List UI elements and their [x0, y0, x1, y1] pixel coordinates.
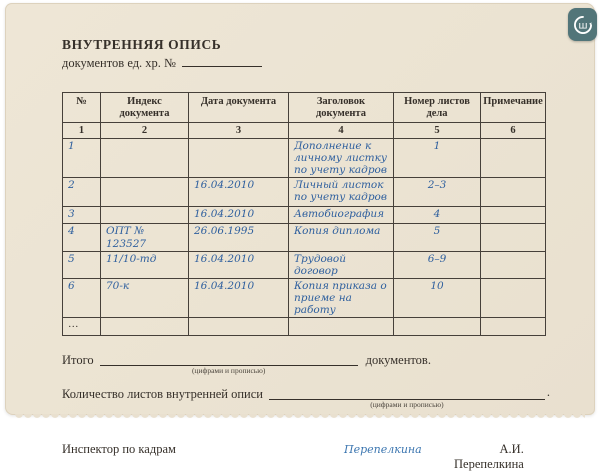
cell-note [481, 207, 546, 224]
col-header-note: Примечание [481, 93, 546, 123]
table-row [63, 252, 546, 279]
cell-index [101, 318, 189, 336]
cell-heading: Трудовой договор [289, 252, 394, 279]
column-number: 3 [189, 123, 289, 139]
table-row [63, 207, 546, 224]
cell-sheets [394, 318, 481, 336]
column-number: 4 [289, 123, 394, 139]
signer-name: А.И. Перепелкина [454, 442, 524, 471]
page-title: ВНУТРЕННЯЯ ОПИСЬ [62, 37, 222, 52]
col-header-date: Дата документа [189, 93, 289, 123]
cell-number: 6 [63, 279, 101, 318]
table-row-ellipsis [63, 318, 546, 336]
cell-note [481, 318, 546, 336]
count-period: . [546, 385, 550, 399]
cell-number: … [63, 318, 101, 336]
table-row [63, 279, 546, 318]
total-documents-row [62, 351, 550, 375]
col-header-heading: Заголовок документа [289, 93, 394, 123]
cell-number: 1 [63, 139, 101, 178]
cell-number: 3 [63, 207, 101, 224]
cell-sheets: 10 [394, 279, 481, 318]
total-label: Итого [62, 353, 94, 367]
table-row [63, 178, 546, 207]
cell-note [481, 139, 546, 178]
cell-sheets: 2–3 [394, 178, 481, 207]
column-numbers-row [63, 123, 546, 139]
signature-row [62, 442, 550, 472]
logo-letter: ш [577, 19, 588, 31]
cell-number: 4 [63, 224, 101, 252]
inventory-table [62, 92, 546, 336]
case-number-blank [182, 54, 262, 67]
col-header-index: Индекс документа [101, 93, 189, 123]
cell-index: 11/10-тд [101, 252, 189, 279]
column-number: 5 [394, 123, 481, 139]
signature-autograph: Перепелкина [344, 443, 422, 456]
total-blank-line [100, 351, 358, 375]
cell-sheets: 4 [394, 207, 481, 224]
cell-note [481, 279, 546, 318]
cell-date [189, 139, 289, 178]
cell-index [101, 207, 189, 224]
cell-date: 16.04.2010 [189, 252, 289, 279]
signer-position: Инспектор по кадрам [62, 442, 176, 456]
cell-sheets: 5 [394, 224, 481, 252]
count-label: Количество листов внутренней описи [62, 387, 263, 401]
cell-date: 26.06.1995 [189, 224, 289, 252]
count-hint: (цифрами и прописью) [370, 400, 444, 409]
sheet-count-row [62, 385, 550, 409]
cell-index: 70-к [101, 279, 189, 318]
subtitle-text: документов ед. хр. № [62, 56, 176, 70]
count-blank-line [269, 385, 545, 409]
cell-heading: Дополнение к личному листку по учету кадров [289, 139, 394, 178]
cell-number: 5 [63, 252, 101, 279]
total-suffix: документов. [365, 353, 431, 367]
cell-date: 16.04.2010 [189, 178, 289, 207]
col-header-sheets: Номер листов дела [394, 93, 481, 123]
column-number: 1 [63, 123, 101, 139]
cell-sheets: 1 [394, 139, 481, 178]
cell-heading: Личный листок по учету кадров [289, 178, 394, 207]
total-hint: (цифрами и прописью) [191, 366, 266, 375]
column-number: 6 [481, 123, 546, 139]
cell-date [189, 318, 289, 336]
col-header-number: № [63, 93, 101, 123]
table-row [63, 224, 546, 252]
cell-index: ОПТ № 123527 [101, 224, 189, 252]
cell-heading [289, 318, 394, 336]
cell-sheets: 6–9 [394, 252, 481, 279]
cell-note [481, 224, 546, 252]
cell-date: 16.04.2010 [189, 279, 289, 318]
cell-heading: Копия диплома [289, 224, 394, 252]
cell-note [481, 178, 546, 207]
cell-number: 2 [63, 178, 101, 207]
publisher-logo-icon [568, 8, 597, 41]
cell-index [101, 178, 189, 207]
cell-note [481, 252, 546, 279]
cell-heading: Копия приказа о приеме на работу [289, 279, 394, 318]
table-header-row [63, 93, 546, 123]
cell-date: 16.04.2010 [189, 207, 289, 224]
cell-heading: Автобиография [289, 207, 394, 224]
document-page [5, 3, 595, 471]
table-row [63, 139, 546, 178]
cell-index [101, 139, 189, 178]
paper-torn-edge [15, 414, 585, 420]
page-subtitle [62, 53, 550, 73]
column-number: 2 [101, 123, 189, 139]
